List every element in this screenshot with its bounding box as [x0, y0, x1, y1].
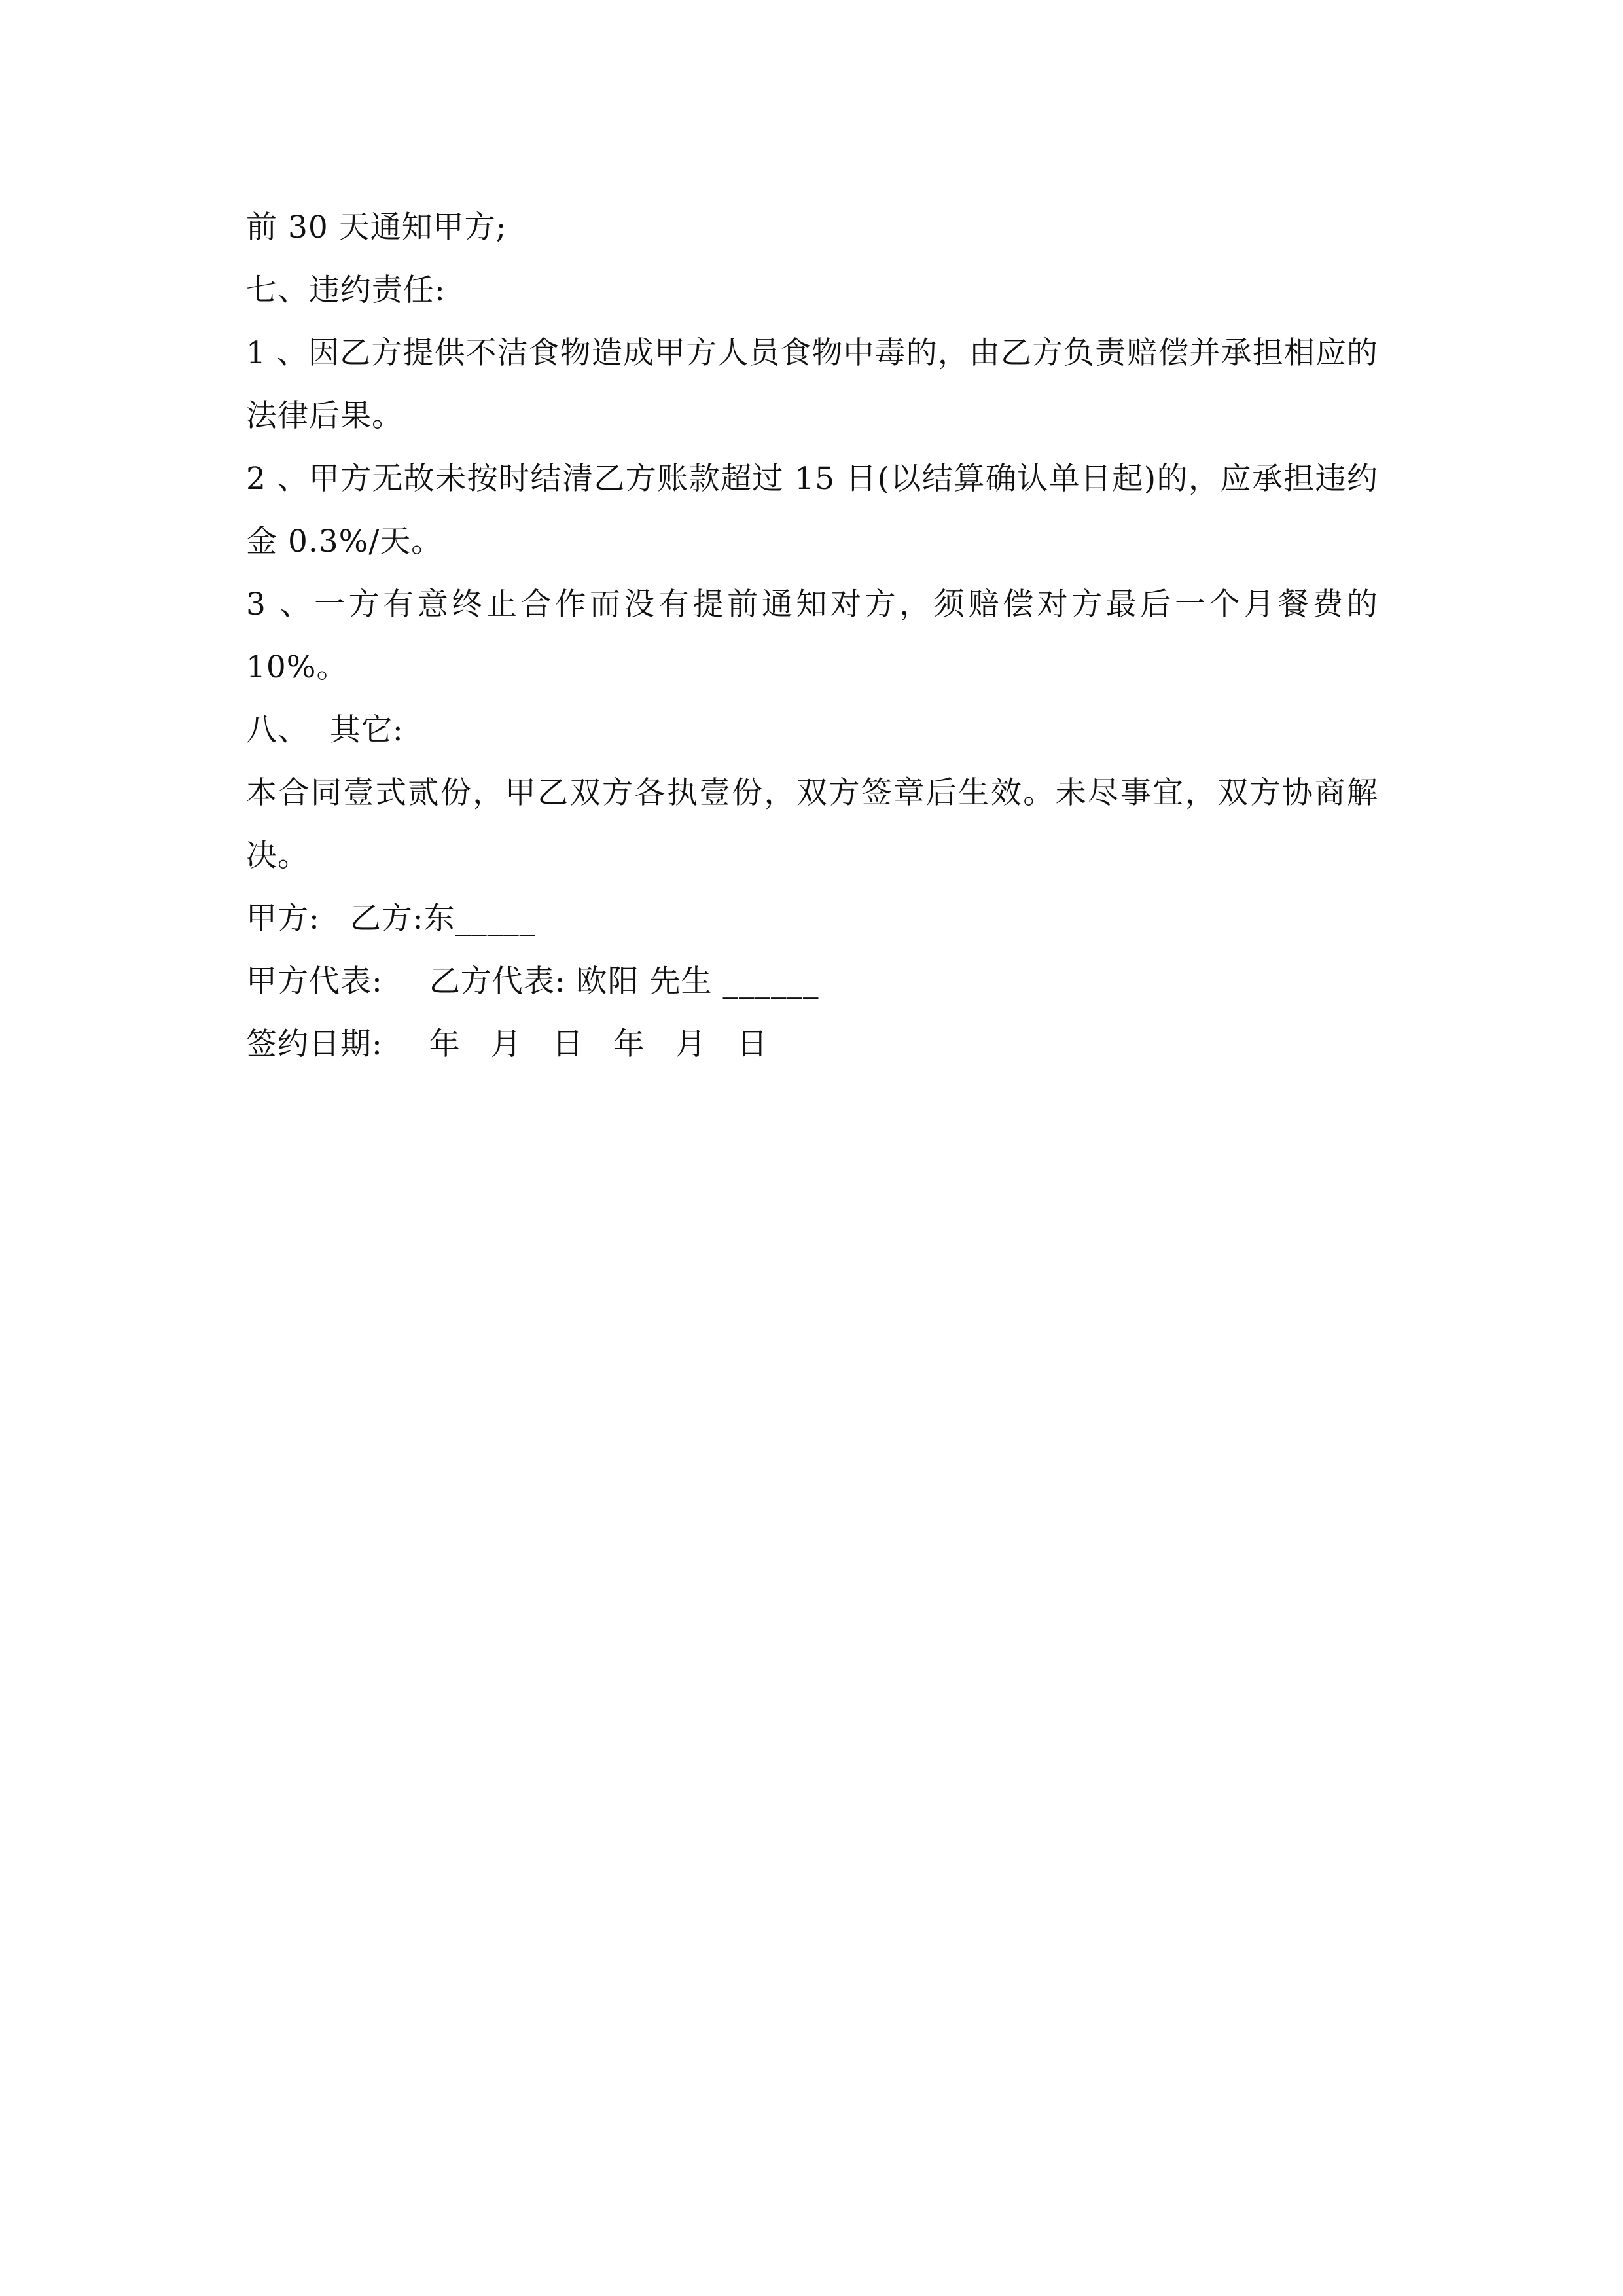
party-b-label: 乙方:东_____ — [349, 901, 536, 937]
section-8-body: 本合同壹式贰份，甲乙双方各执壹份，双方签章后生效。未尽事宜，双方协商解决。 — [246, 775, 1378, 874]
date-b-year: 年 — [613, 1026, 645, 1062]
date-a-month: 月 — [490, 1026, 522, 1062]
date-a-day: 日 — [552, 1026, 584, 1062]
notice-line: 前 30 天通知甲方; — [246, 209, 507, 245]
rep-b-label: 乙方代表: 欧阳 先生 ______ — [429, 963, 819, 999]
date-b-day: 日 — [736, 1026, 768, 1062]
date-b-month: 月 — [675, 1026, 707, 1062]
section-7-item-1: 1 、因乙方提供不洁食物造成甲方人员食物中毒的，由乙方负责赔偿并承担相应的法律后果。 — [246, 335, 1378, 434]
rep-a-label: 甲方代表: — [246, 963, 383, 999]
section-8-heading: 八、 其它: — [246, 712, 404, 748]
party-line — [246, 888, 1378, 950]
date-label: 签约日期: — [246, 1026, 383, 1062]
party-a-label: 甲方: — [246, 901, 320, 937]
document-body — [246, 196, 1378, 1076]
signing-date-line — [246, 1013, 1378, 1076]
section-7-item-2: 2 、甲方无故未按时结清乙方账款超过 15 日(以结算确认单日起)的，应承担违约金 0.3%/天。 — [246, 461, 1378, 560]
section-7-item-3: 3 、一方有意终止合作而没有提前通知对方，须赔偿对方最后一个月餐费的 10%。 — [246, 586, 1378, 685]
representative-line — [246, 950, 1378, 1013]
date-a-year: 年 — [429, 1026, 461, 1062]
section-7-heading: 七、违约责任: — [246, 272, 446, 308]
